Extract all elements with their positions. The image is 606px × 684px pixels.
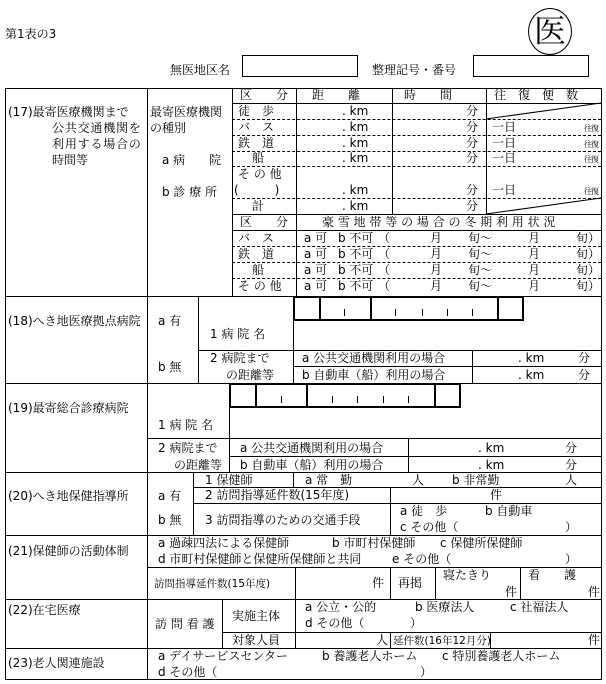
public-transport-label: a 公共交通機関利用の場合 — [302, 351, 446, 365]
period-from: 旬～ — [468, 263, 493, 277]
rule-line — [5, 472, 602, 473]
digit-divider — [281, 396, 282, 403]
s19-title: (19)最寄総合診療病院 — [8, 401, 129, 415]
km-unit: . km — [518, 351, 545, 365]
option-b[interactable]: b 市町村保健師 — [332, 536, 416, 550]
bedridden-label: 寝たきり — [443, 568, 492, 582]
km-unit: . km — [342, 136, 369, 150]
distance-label: の距離等 — [226, 368, 275, 382]
rule-line — [232, 103, 601, 104]
option-impossible[interactable]: b 不可 — [338, 279, 374, 293]
transport-mode: バ ス — [238, 120, 275, 134]
rule-line — [232, 135, 601, 136]
s17-title: 時間等 — [52, 153, 89, 167]
option-no[interactable]: b 無 — [158, 360, 182, 374]
rule-line — [5, 88, 6, 680]
rule-line — [486, 88, 487, 214]
km-unit: . km — [342, 199, 369, 213]
public-transport-label: a 公共交通機関利用の場合 — [240, 441, 384, 455]
trips-unit: 往復 — [584, 155, 598, 164]
rule-line — [198, 296, 199, 383]
nurse-label: 1 保健師 — [205, 473, 253, 487]
min-unit: 分 — [565, 441, 578, 455]
option-b[interactable]: b 養護老人ホーム — [322, 649, 418, 663]
option-c[interactable]: c 特別養護老人ホーム — [442, 649, 561, 663]
digit-divider — [383, 396, 384, 403]
option-impossible[interactable]: b 不可 — [338, 263, 374, 277]
digit-divider — [344, 309, 345, 316]
option-possible[interactable]: a 可 — [304, 263, 328, 277]
option-yes[interactable]: a 有 — [158, 489, 182, 503]
min-unit: 分 — [578, 368, 591, 382]
option-car[interactable]: b 自動車 — [485, 504, 533, 518]
month-unit: 月 — [528, 231, 541, 245]
trips-unit: 往復 — [584, 124, 598, 133]
ref-number-label: 整理記号・番号 — [372, 63, 457, 77]
option-b[interactable]: b 医療法人 — [415, 600, 475, 614]
col-distance: 距 離 — [312, 88, 361, 102]
rule-line — [296, 88, 297, 296]
rule-line — [5, 679, 602, 680]
col-kubun: 区 分 — [240, 215, 289, 229]
transport-mode: バ ス — [238, 231, 275, 245]
rule-line — [193, 503, 601, 504]
min-unit: 分 — [466, 120, 479, 134]
s22-title: (22)在宅医療 — [8, 603, 81, 617]
s17-title: 公 共 交 通 機 関 を — [52, 121, 141, 135]
km-unit: . km — [342, 104, 369, 118]
km-unit: . km — [478, 458, 505, 472]
rule-line — [222, 599, 223, 648]
digit-divider — [422, 309, 423, 316]
code-entry-box[interactable] — [370, 296, 499, 321]
rule-line — [229, 456, 601, 457]
transport-mode: そ の 他 — [238, 279, 282, 293]
area-name-label: 無医地区名 — [170, 63, 231, 77]
digit-divider — [395, 309, 396, 316]
option-yes[interactable]: a 有 — [158, 314, 182, 328]
period-to: 旬） — [576, 247, 601, 261]
transport-mode: 船 — [252, 151, 265, 165]
repost-label: 再掲 — [398, 576, 423, 590]
min-unit: 分 — [466, 136, 479, 150]
distance-label: 2 病院まで — [158, 441, 218, 455]
close-paren: ） — [420, 665, 433, 679]
option-a[interactable]: a デイサービスセンター — [158, 649, 288, 663]
rule-line — [520, 567, 521, 599]
transport-mode: 徒 歩 — [238, 104, 275, 118]
code-entry-box[interactable] — [306, 383, 436, 408]
transport-mode: ( ) — [234, 183, 280, 197]
month-unit: 月 — [430, 263, 443, 277]
rule-line — [232, 262, 601, 263]
nursing-label: 看 護 — [528, 568, 577, 582]
paren-open: （ — [378, 279, 391, 293]
option-c[interactable]: c 社福法人 — [510, 600, 569, 614]
rule-line — [408, 438, 409, 472]
s20-title: (20)へき地保健指導所 — [8, 489, 129, 503]
option-d[interactable]: d その他（ — [158, 665, 218, 679]
option-no[interactable]: b 無 — [158, 513, 182, 527]
rule-line — [392, 88, 393, 214]
rule-line — [232, 198, 601, 199]
day-label: 一日 — [492, 136, 517, 150]
area-name-field[interactable] — [242, 55, 358, 77]
count-label: 延件数(16年12月分) — [393, 635, 491, 647]
period-from: 旬～ — [468, 279, 493, 293]
month-unit: 月 — [528, 279, 541, 293]
form-id: 第1表の3 — [5, 27, 57, 41]
transport-mode: 鉄 道 — [238, 247, 275, 261]
facility-type-label: 最寄医療機関 — [150, 105, 223, 119]
digit-divider — [447, 309, 448, 316]
code-entry-box[interactable] — [229, 383, 257, 408]
visit-nursing-label: 訪 問 看 護 — [155, 617, 215, 631]
winter-header: 豪 雪 地 帯 等 の 場 合 の 冬 期 利 用 状 況 — [322, 215, 556, 229]
s18-title: (18)へき地医療拠点病院 — [8, 314, 141, 328]
period-to: 旬） — [576, 231, 601, 245]
count-unit: 件 — [490, 488, 503, 502]
count-unit: 件 — [505, 585, 518, 599]
option-possible[interactable]: a 可 — [304, 279, 328, 293]
min-unit: 分 — [466, 104, 479, 118]
day-label: 一日 — [492, 151, 517, 165]
option-a[interactable]: a 過疎四法による保健師 — [158, 536, 290, 550]
period-from: 旬～ — [468, 247, 493, 261]
code-entry-box[interactable] — [434, 383, 461, 408]
distance-label: の距離等 — [174, 458, 223, 472]
transport-mode: そ の 他 — [238, 167, 282, 181]
month-unit: 月 — [528, 247, 541, 261]
facility-type-label: の種別 — [150, 121, 187, 135]
rule-line — [232, 246, 601, 247]
ref-number-field[interactable] — [473, 55, 589, 77]
option-walk[interactable]: a 徒 歩 — [400, 504, 448, 518]
rule-line — [293, 472, 294, 487]
digit-divider — [332, 396, 333, 403]
s17-title: (17)最寄医療機関まで — [8, 105, 129, 119]
code-entry-box[interactable] — [497, 296, 524, 321]
provider-label: 実施主体 — [232, 609, 281, 623]
rule-line — [147, 438, 601, 439]
km-unit: . km — [342, 151, 369, 165]
person-unit: 人 — [412, 473, 425, 487]
target-label: 対象人員 — [232, 633, 281, 647]
option-impossible[interactable]: b 不可 — [338, 247, 374, 261]
transport-label: 3 訪問指導のための交通手段 — [205, 513, 361, 527]
full-time-label: a 常 勤 — [305, 473, 353, 487]
option-other[interactable]: c その他（ — [400, 520, 459, 534]
col-time: 時 間 — [404, 88, 453, 102]
paren-open: （ — [378, 247, 391, 261]
period-to: 旬） — [576, 263, 601, 277]
paren-open: （ — [378, 231, 391, 245]
diagonal-strike — [486, 198, 601, 214]
s21-title: (21)保健師の活動体制 — [8, 544, 129, 558]
month-unit: 月 — [430, 279, 443, 293]
person-unit: 人 — [376, 633, 389, 647]
rule-line — [232, 278, 601, 279]
option-a[interactable]: a 公立・公的 — [305, 600, 377, 614]
medical-seal: 医 — [528, 8, 572, 55]
km-unit: . km — [518, 368, 545, 382]
trips-unit: 往復 — [584, 140, 598, 149]
min-unit: 分 — [565, 458, 578, 472]
km-unit: . km — [478, 441, 505, 455]
rule-line — [293, 366, 601, 367]
digit-divider — [357, 396, 358, 403]
visits-label: 2 訪問指導延件数(15年度) — [205, 488, 350, 502]
option-possible[interactable]: a 可 — [304, 247, 328, 261]
count-unit: 件 — [588, 585, 601, 599]
period-from: 旬～ — [468, 231, 493, 245]
min-unit: 分 — [466, 199, 479, 213]
day-label: 一日 — [492, 120, 517, 134]
person-unit: 人 — [565, 473, 578, 487]
rule-line — [295, 599, 296, 648]
code-entry-box[interactable] — [293, 296, 321, 321]
rule-line — [232, 88, 233, 296]
option-possible[interactable]: a 可 — [304, 231, 328, 245]
rule-line — [193, 472, 194, 535]
close-paren: ） — [565, 520, 578, 534]
s17-title: 利 用 す る 場 合 の — [52, 137, 141, 151]
part-time-label: b 非常勤 — [452, 473, 500, 487]
km-unit: . km — [342, 120, 369, 134]
transport-mode: 船 — [252, 263, 265, 277]
paren-open: （ — [378, 263, 391, 277]
trips-unit: 往復 — [584, 187, 598, 196]
col-trips: 往 復 便 数 — [494, 88, 579, 102]
code-entry-box[interactable] — [319, 296, 372, 321]
car-label: b 自動車（船）利用の場合 — [302, 368, 446, 382]
option-d[interactable]: d その他（ — [305, 616, 365, 630]
min-unit: 分 — [466, 183, 479, 197]
option-impossible[interactable]: b 不可 — [338, 231, 374, 245]
period-to: 旬） — [576, 279, 601, 293]
option-clinic[interactable]: b 診 療 所 — [162, 185, 218, 199]
month-unit: 月 — [430, 231, 443, 245]
transport-mode: 計 — [252, 199, 265, 213]
rule-line — [232, 119, 601, 120]
rule-line — [295, 567, 296, 599]
hospital-name-label: 1 病 院 名 — [158, 418, 214, 432]
rule-line — [232, 230, 601, 231]
km-unit: . km — [342, 183, 369, 197]
rule-line — [435, 567, 436, 599]
car-label: b 自動車（船）利用の場合 — [240, 458, 384, 472]
min-unit: 分 — [466, 151, 479, 165]
count-unit: 件 — [372, 576, 385, 590]
digit-divider — [408, 396, 409, 403]
diagonal-strike — [486, 103, 601, 119]
count-unit: 件 — [588, 633, 601, 647]
close-paren: ） — [565, 552, 578, 566]
rule-line — [601, 88, 602, 680]
option-hospital[interactable]: a 病 院 — [162, 153, 222, 167]
transport-mode: 鉄 道 — [238, 136, 275, 150]
close-paren: ） — [410, 616, 423, 630]
option-d[interactable]: d 市町村保健師と保健所保健師と共同 — [158, 552, 362, 566]
month-unit: 月 — [528, 263, 541, 277]
rule-line — [390, 487, 391, 535]
digit-divider — [472, 309, 473, 316]
min-unit: 分 — [578, 351, 591, 365]
rule-line — [232, 151, 601, 152]
month-unit: 月 — [430, 247, 443, 261]
hospital-name-label: 1 病 院 名 — [210, 327, 266, 341]
day-label: 一日 — [492, 183, 517, 197]
option-e[interactable]: e その他（ — [392, 552, 452, 566]
rule-line — [232, 166, 601, 167]
s23-title: (23)老人関連施設 — [8, 656, 105, 670]
rule-line — [390, 632, 391, 648]
option-c[interactable]: c 保健所保健師 — [440, 536, 523, 550]
visits-label: 訪問指導延件数(15年度) — [154, 578, 271, 590]
distance-label: 2 病院まで — [210, 351, 270, 365]
col-kubun: 区 分 — [240, 88, 289, 102]
rule-line — [390, 567, 391, 599]
